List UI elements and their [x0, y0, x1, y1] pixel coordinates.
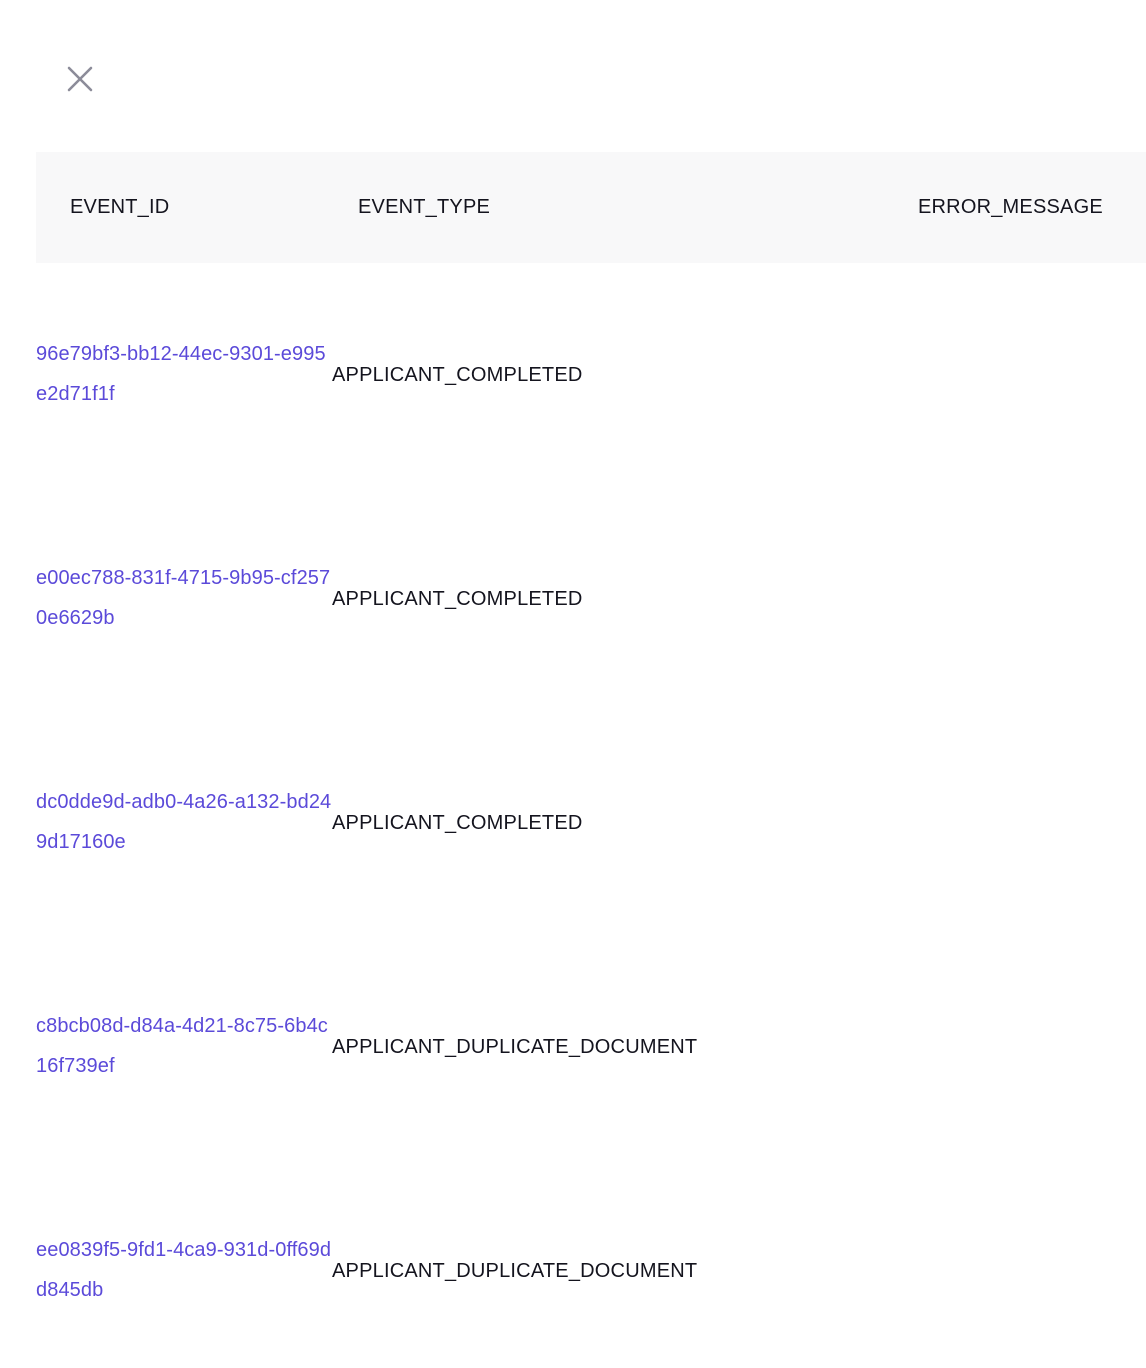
table-header [36, 152, 1146, 263]
cell-event-type: APPLICANT_COMPLETED [332, 363, 583, 386]
cell-event-type: APPLICANT_DUPLICATE_DOCUMENT [332, 1259, 698, 1282]
event-id-link[interactable]: 96e79bf3-bb12-44ec-9301-e995e2d71f1f [36, 343, 326, 405]
column-header-event-type: EVENT_TYPE [358, 196, 491, 218]
close-button[interactable] [58, 57, 102, 101]
table-row [36, 487, 1146, 711]
cell-event-type: APPLICANT_DUPLICATE_DOCUMENT [332, 1035, 698, 1058]
cell-event-id[interactable] [36, 935, 332, 1159]
table-row [36, 1159, 1146, 1368]
cell-error-message [918, 263, 1146, 487]
table-row [36, 263, 1146, 487]
table-header-row [36, 152, 1146, 263]
event-id-link[interactable]: dc0dde9d-adb0-4a26-a132-bd249d17160e [36, 791, 332, 853]
cell-error-message [918, 1159, 1146, 1368]
events-table [36, 152, 1146, 1368]
event-id-link[interactable]: ee0839f5-9fd1-4ca9-931d-0ff69dd845db [36, 1239, 332, 1301]
event-id-link[interactable]: e00ec788-831f-4715-9b95-cf2570e6629b [36, 567, 331, 629]
cell-event-id[interactable] [36, 711, 332, 935]
cell-event-id[interactable] [36, 1159, 332, 1368]
table-row [36, 711, 1146, 935]
events-table-container [36, 152, 1110, 1368]
event-id-link[interactable]: c8bcb08d-d84a-4d21-8c75-6b4c16f739ef [36, 1015, 328, 1077]
cell-event-type: APPLICANT_COMPLETED [332, 811, 583, 834]
cell-error-message [918, 487, 1146, 711]
cell-event-id[interactable] [36, 487, 332, 711]
cell-error-message [918, 711, 1146, 935]
table-body [36, 263, 1146, 1368]
cell-event-id[interactable] [36, 263, 332, 487]
table-row [36, 935, 1146, 1159]
cell-error-message [918, 935, 1146, 1159]
column-header-event-id: EVENT_ID [70, 196, 170, 218]
cell-event-type: APPLICANT_COMPLETED [332, 587, 583, 610]
close-icon [65, 64, 95, 94]
column-header-error-message: ERROR_MESSAGE [918, 196, 1103, 218]
